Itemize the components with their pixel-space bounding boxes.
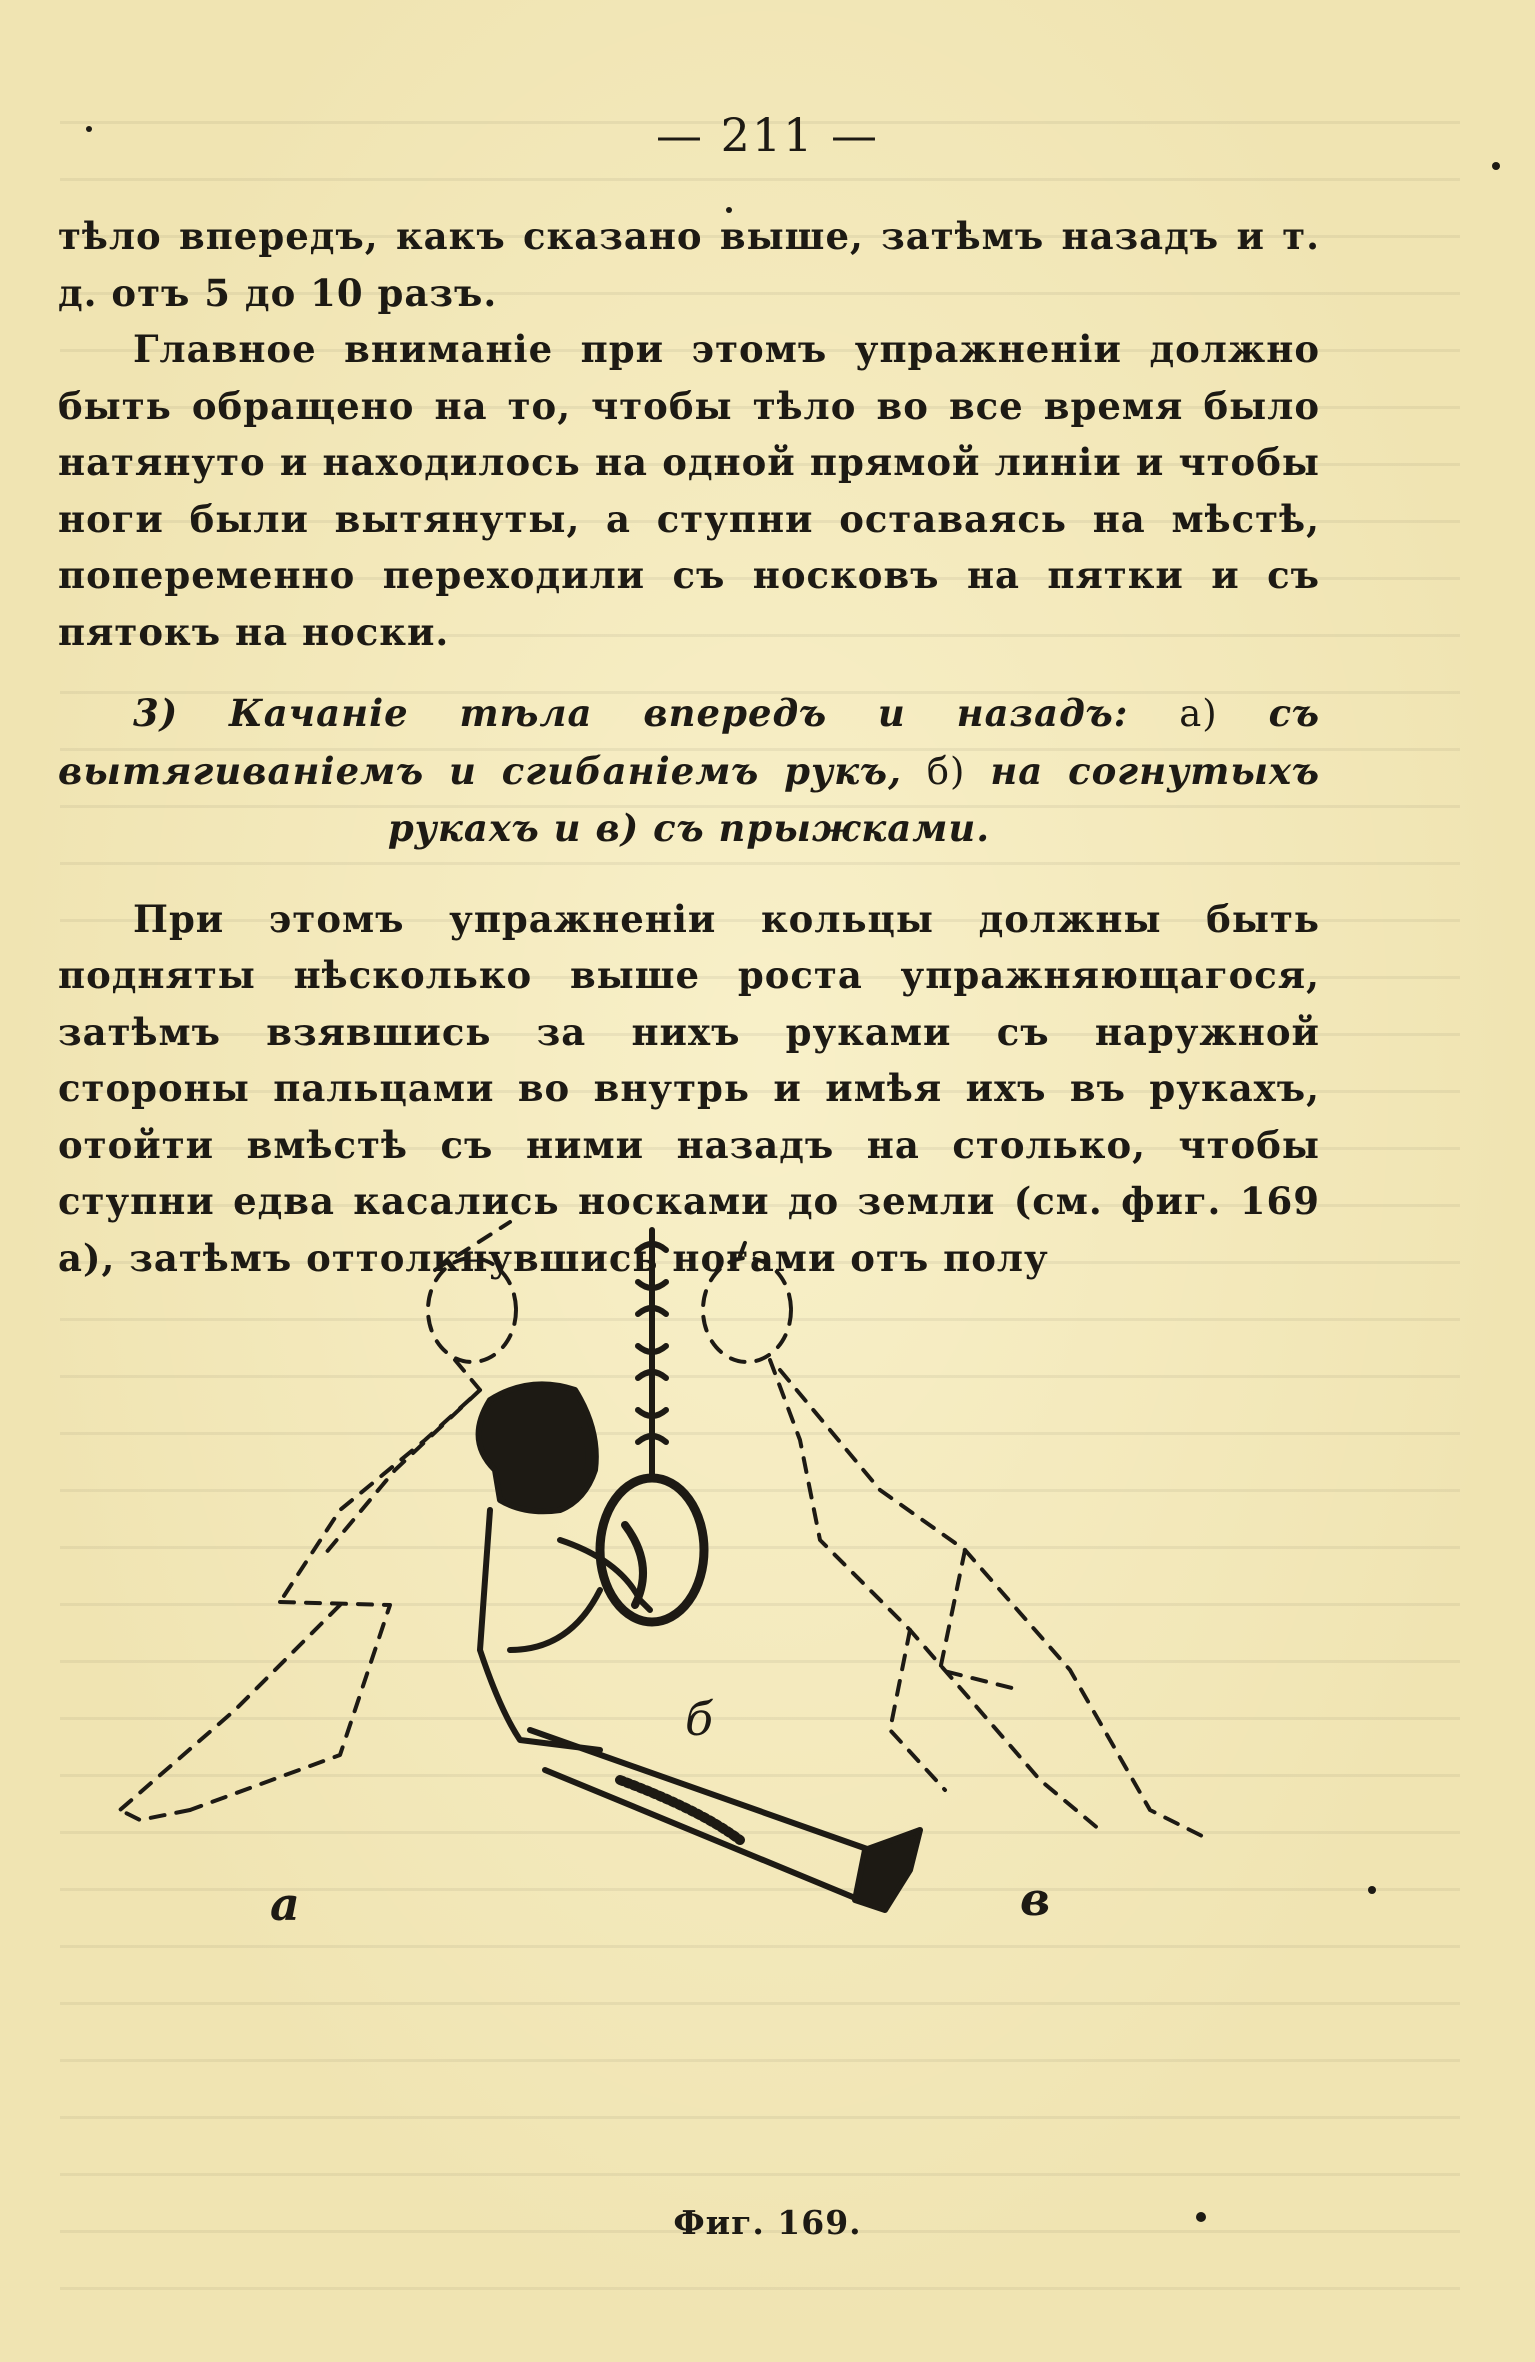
heading-marker-b: б)	[926, 749, 966, 793]
figure-v-dashed	[703, 1240, 1210, 1840]
heading-item-a: съ вытягиваніемъ и сгибаніемъ рукъ,	[58, 691, 1320, 793]
print-speck	[1196, 2212, 1206, 2222]
figure-169	[40, 1210, 1340, 2110]
heading-prefix: 3) Качаніе тѣла впередъ и назадъ:	[133, 691, 1129, 735]
figure-b-solid	[479, 1384, 920, 1910]
figure-label-v: в	[1020, 1872, 1051, 1926]
rings-chain	[600, 1230, 704, 1622]
gymnast-rings-illustration	[40, 1210, 1340, 2110]
figure-a-dashed	[120, 1222, 516, 1820]
figure-label-b: б	[685, 1692, 714, 1746]
figure-label-a: а	[270, 1877, 300, 1931]
body-text	[58, 208, 1320, 1286]
print-speck	[1492, 162, 1500, 170]
heading-item-c: съ прыжками.	[653, 806, 991, 850]
page-number: — 211 —	[655, 108, 880, 162]
section-heading	[58, 685, 1320, 857]
heading-marker-c: в)	[595, 806, 640, 850]
heading-item-b: на согнутыхъ рукахъ и	[387, 748, 1320, 850]
print-speck	[726, 207, 732, 213]
paragraph-2: Главное вниманіе при этомъ упражненіи должно быть обращено на то, чтобы тѣло во все время было натянуто и находилось на одной прямой линіи и чтобы ноги были вытянуты, а ступни оставаясь на мѣстѣ, попеременно переходили съ носковъ на пятки и съ пятокъ на носки.	[58, 327, 1320, 654]
paragraph-1: тѣло впередъ, какъ сказано выше, затѣмъ назадъ и т. д. отъ 5 до 10 разъ.	[58, 214, 1320, 315]
figure-caption: Фиг. 169.	[673, 2203, 862, 2242]
paragraph-3: При этомъ упражненіи кольцы должны быть подняты нѣсколько выше роста упражняющагося, затѣмъ взявшись за нихъ руками съ наружной стороны пальцами во внутрь и имѣя ихъ въ рукахъ, отойти вмѣстѣ съ ними назадъ на столько, чтобы ступни едва касались носками до земли (см. фиг. 169 а), затѣмъ оттолкнувшись ногами отъ полу	[58, 896, 1320, 1280]
heading-marker-a: а)	[1179, 692, 1218, 735]
print-speck	[1368, 1886, 1376, 1894]
print-speck	[86, 126, 92, 132]
